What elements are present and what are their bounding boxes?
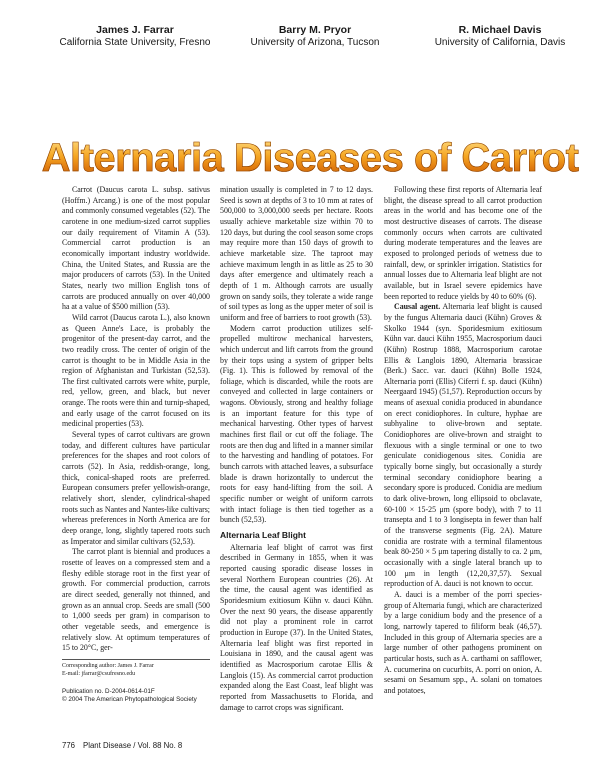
paragraph: Modern carrot production utilizes self-propelled multirow mechanical harvesters, which undercut and lift carrots from the ground by their tops using a system of gripper belts (Fig. 1). This is followed by removal of the foliage, which is discarded, while the roots are conveyed and collected in large containers or wagons. Obviously, strong and healthy foliage is an important feature for this type of mechanical harvesting. Other types of harvest machines first flail or cut off the foliage. The roots are then dug and lifted in a manner similar to the harvesting and handling of potatoes. For bunch carrots with attached leaves, a subsurface blade is drawn horizontally to undercut the roots for easy hand-lifting from the soil. A specific number or weight of uniform carrots with intact foliage is then tied together as a bunch (52,53). (220, 323, 373, 525)
text-column-3 (384, 185, 542, 697)
paragraph: A. dauci is a member of the porri species-group of Alternaria fungi, which are characterized by a large conidium body and the presence of a long, narrowly tapered to filiform beak (46,57). Included in this group of Alternaria species are a large number of other pathogens prominent on particular hosts, such as A. carthami on safflower, A. cucumerina on cucurbits, A. porri on onion, A. sesami on Sesamum spp., A. solani on tomatoes and potatoes, (384, 589, 542, 695)
corresponding-email: E-mail: jfarrar@csufresno.edu (62, 671, 136, 677)
paragraph: The carrot plant is biennial and produces a rosette of leaves on a compressed stem and a fleshy edible storage root in the first year of growth. For commercial production, carrots are direct seeded, generally not thinned, and grown as an annual crop. Seeds are small (500 to 1,000 seeds per gram) in comparison to other vegetable seeds, and emergence is relatively slow. At optimum temperatures of 15 to 20°C, ger- (62, 547, 210, 653)
page-footer (62, 741, 190, 750)
publication-info (62, 688, 222, 704)
copyright: © 2004 The American Phytopathological Society (62, 696, 197, 703)
page-number: 776 (62, 741, 76, 750)
run-in-heading: Causal agent. (394, 302, 441, 312)
paragraph: Following these first reports of Alternaria leaf blight, the disease spread to all carrot production areas in the world and has become one of the most destructive diseases of carrots. The disease commonly occurs when carrots are cultivated during moderate temperatures and the leaves are exposed to prolonged periods of wetness due to rainfall, dew, or sprinkler irrigation. Statistics for annual losses due to Alternaria leaf blight are not available, but in Israel severe epidemics have been reported to reduce yields by 40 to 60% (6). (384, 185, 542, 301)
author-affiliation: University of Arizona, Tucson (250, 37, 380, 48)
paragraph: Wild carrot (Daucus carota L.), also known as Queen Anne's Lace, is probably the progenitor of the present-day carrot, and the two readily cross. The center of origin of the carrot is thought to be in Middle Asia in the region of Afghanistan and Turkistan (52,53). The first cultivated carrots were white, purple, red, yellow, green, and black, but never orange. The roots were thin and turnip-shaped, and early usage of the carrot focused on its medicinal properties (53). (62, 312, 210, 429)
paragraph-causal-agent (384, 302, 542, 590)
paragraph: Several types of carrot cultivars are grown today, and different cultures have particular preferences for the shapes and root colors of carrots (52). In Asia, reddish-orange, long, thick, conical-shaped roots are preferred. European consumers prefer yellowish-orange, relatively short, slender, cylindrical-shaped roots such as Nantes and Nantes-like cultivars; whereas preferences in North America are for deep orange, long, slightly tapered roots such as Imperator and similar cultivars (52,53). (62, 430, 210, 546)
author-farrar (40, 24, 230, 48)
text-column-2 (220, 185, 373, 713)
author-name: R. Michael Davis (458, 24, 542, 36)
paragraph-text: Alternaria leaf blight is caused by the fungus Alternaria dauci (Kühn) Groves & Skolko 1944 (syn. Sporidesmium exitiosum Kühn var. dauci Kühn 1955, Macrosporium dauci (Kühn) Rostrup 1888, Macrosporium carotae Ellis & Langlois 1890, Alternaria brassicae (Berk.) Sacc. var. dauci (Kühn) Bolle 1924, Alternaria porri (Ellis) Ciferri f. sp. dauci (Kühn) Neergaard 1945) (51,57). Reproduction occurs by means of asexual conidia produced in abundance on erect conidiophores. In culture, hyphae are subhyaline to olive-brown and septate. Conidiophores are olive-brown and straight to flexuous with a single terminal or one to two geniculate conidiogenous sites. Conidia are typically borne singly, but occasionally a sturdy terminal secondary conidiophore bearing a secondary spore is produced. Conidia are medium to dark olive-brown, long ellipsoid to obclavate, 60-100 × 15-25 μm (spore body), with 7 to 11 transepta and 1 to 3 longisepta in fewer than half of the transverse segments (Fig. 2A). Mature conidia are rostrate with a terminal filamentous beak 80-250 × 5 μm tapering distally to ca. 2 μm, occasionally with a single lateral branch up to 100 μm in length (12,20,37,57). Sexual reproduction of A. dauci is not known to occur. (384, 302, 542, 589)
publication-number: Publication no. D-2004-0614-01F (62, 688, 155, 695)
author-affiliation: University of California, Davis (434, 37, 566, 48)
author-name: James J. Farrar (96, 24, 174, 36)
author-davis (400, 24, 600, 48)
author-block (40, 24, 580, 60)
corresponding-author-note (62, 659, 210, 678)
paragraph: mination usually is completed in 7 to 12 days. Seed is sown at depths of 3 to 10 mm at rates of 500,000 to 3,000,000 seeds per hectare. Roots usually achieve marketable size within 70 to 120 days, but during the cool season some crops may require more than 150 days of growth to achieve marketable size. The taproot may achieve maximum length in as little as 25 to 30 days after emergence and ultimately reach a depth of 1 m. Although carrots are usually grown on sandy soils, they tolerate a wide range of soil types as long as the upper meter of soil is uniform and free of barriers to root growth (53). (220, 185, 373, 322)
author-pryor (230, 24, 400, 48)
paragraph: Alternaria leaf blight of carrot was first described in Germany in 1855, when it was reported causing sporadic disease losses in several Northern European countries (26). At the time, the causal agent was identified as Sporidesmium exitiosum Kühn v. dauci Kühn. Over the next 90 years, the disease apparently did not play a prominent role in carrot production in Europe (37). In the United States, Alternaria leaf blight was first reported in Louisiana in 1890, and the causal agent was identified as Macrosporium carotae Ellis & Langlois (15). As commercial carrot production expanded along the East Coast, leaf blight was reported from Massachusetts to Florida, and damage to carrot crops was significant. (220, 542, 373, 712)
paragraph: Carrot (Daucus carota L. subsp. sativus (Hoffm.) Arcang.) is one of the most popular and commonly consumed vegetables (52). The carotene in one medium-sized carrot supplies our daily requirement of Vitamin A (53). Commercial carrot production is an economically important industry worldwide. China, the United States, and Russia are the major producers of carrots (53). In the United States, nearly two million English tons of carrots are produced annually on over 40,000 ha at a value of $500 million (53). (62, 185, 210, 312)
corresponding-author: Corresponding author: James J. Farrar (62, 663, 154, 669)
text-column-1 (62, 185, 210, 654)
author-name: Barry M. Pryor (278, 24, 352, 36)
article-title: Alternaria Diseases of Carrot (41, 136, 579, 180)
section-heading: Alternaria Leaf Blight (220, 530, 306, 540)
journal-citation: Plant Disease / Vol. 88 No. 8 (83, 741, 183, 750)
author-affiliation: California State University, Fresno (59, 37, 211, 48)
